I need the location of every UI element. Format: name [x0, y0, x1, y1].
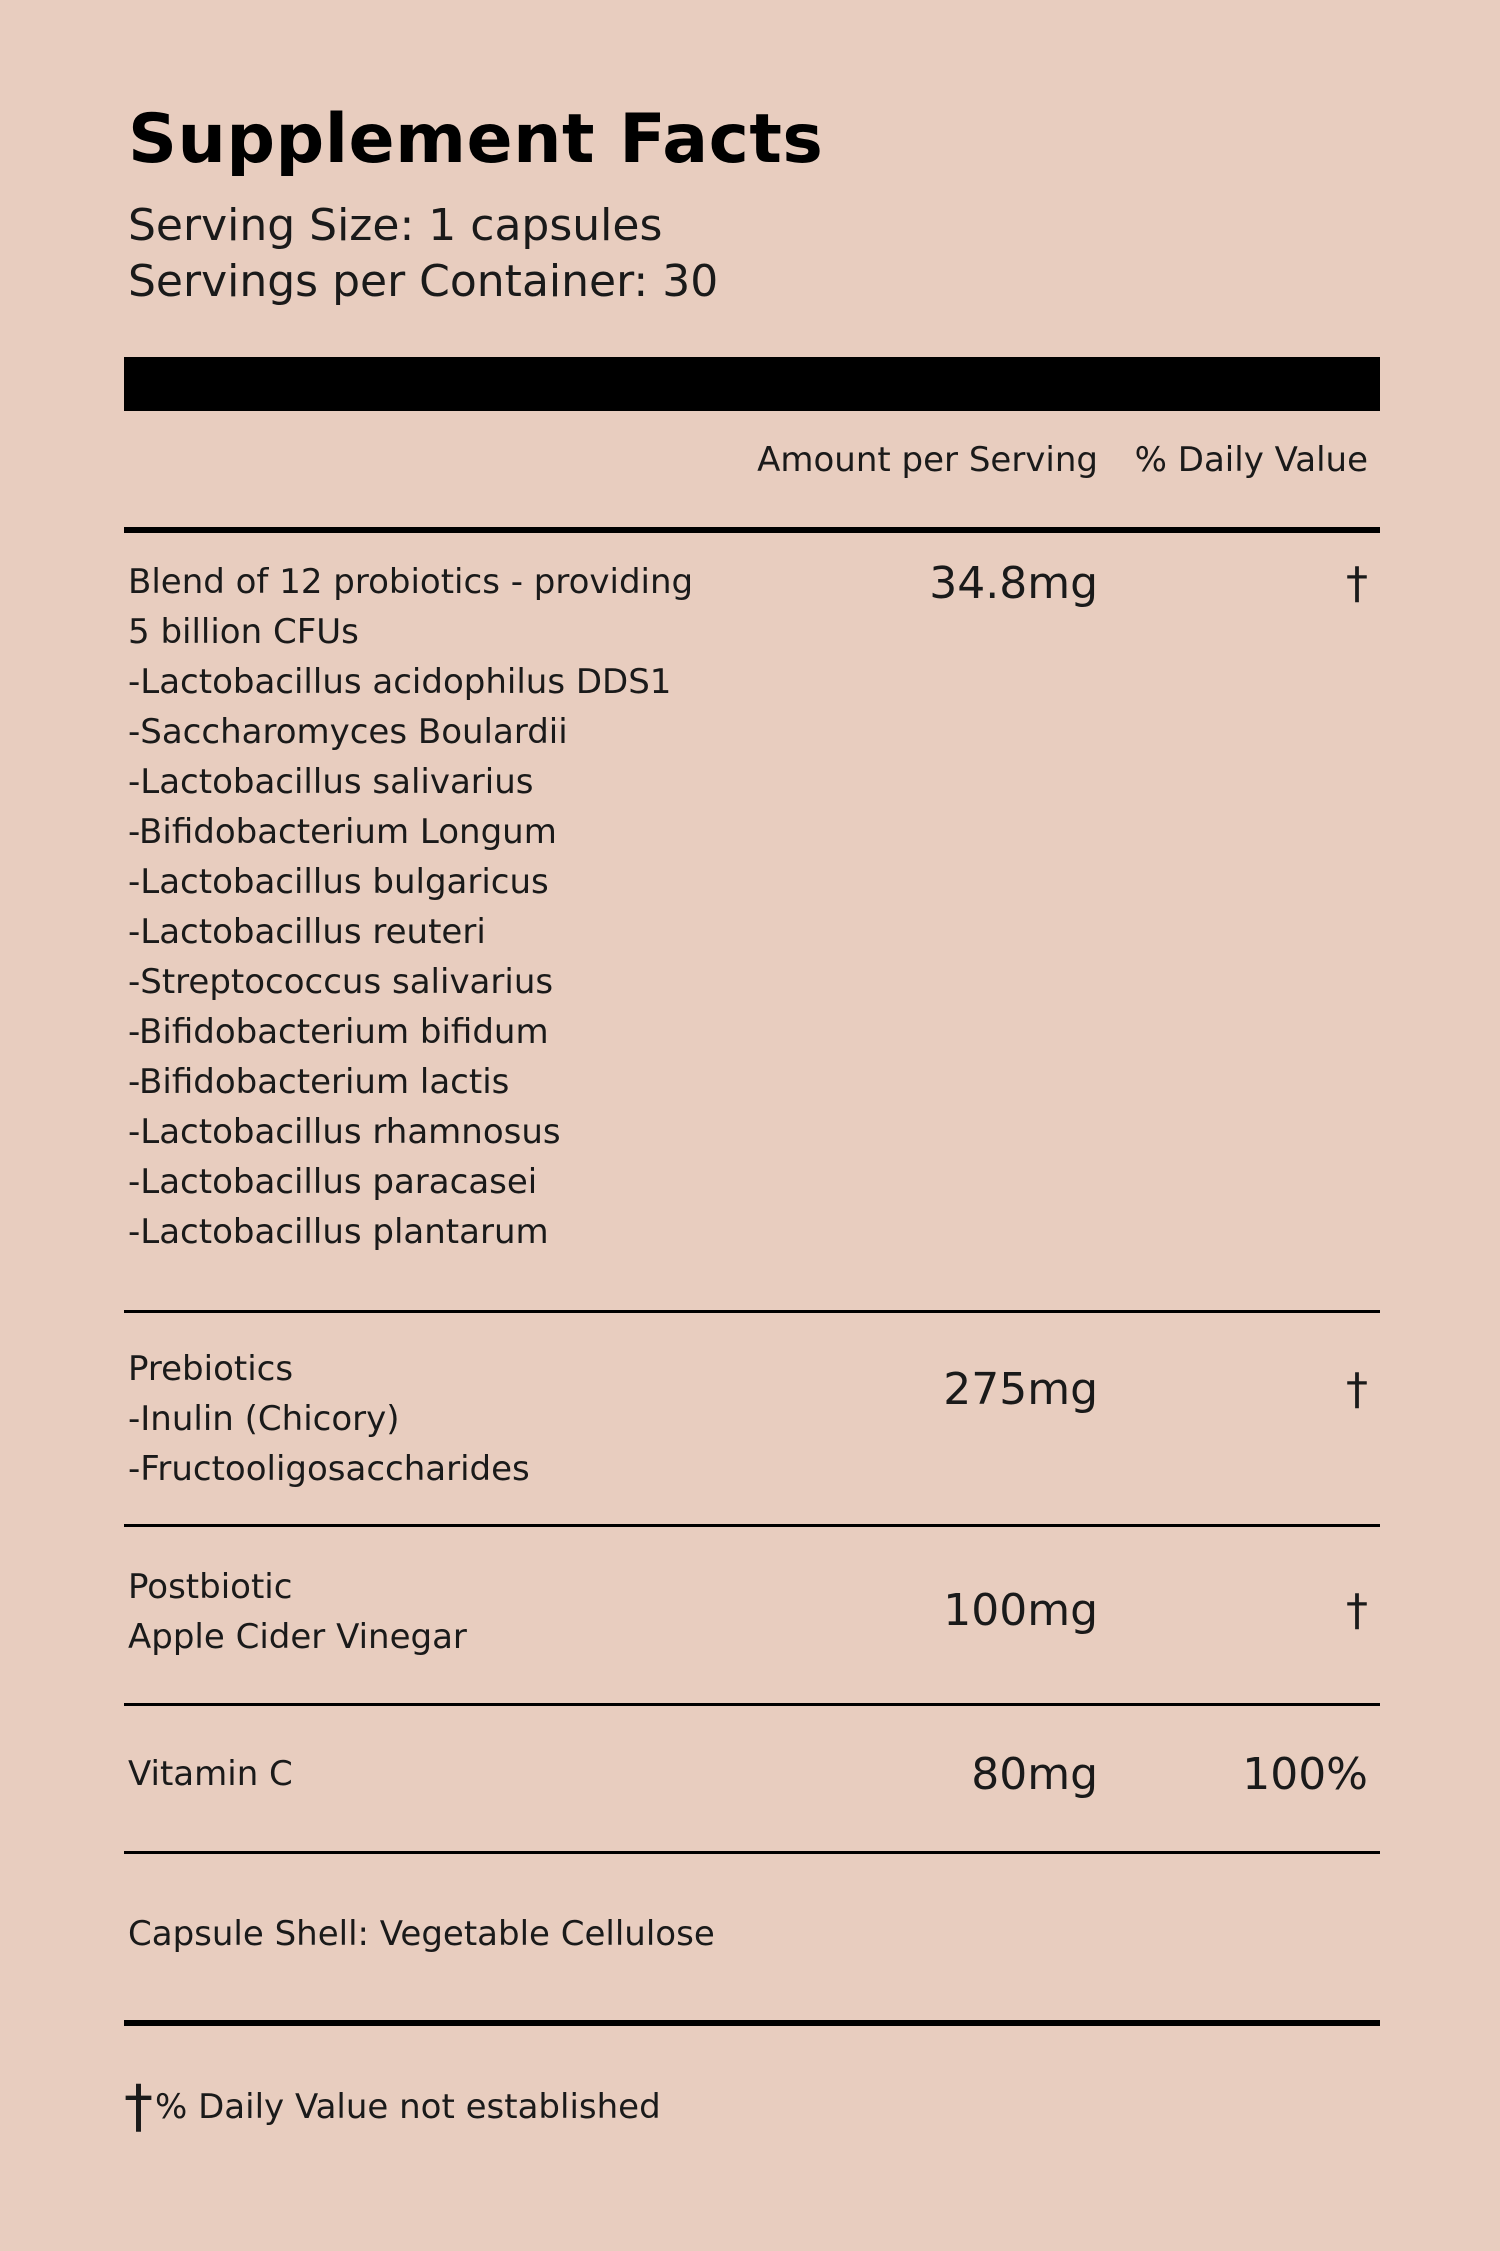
footnote-text: % Daily Value not established — [155, 2087, 661, 2127]
ingredient-line: -Lactobacillus bulgaricus — [128, 862, 549, 902]
amount-value: 80mg — [971, 1749, 1098, 1800]
daily-value: † — [1346, 1364, 1368, 1415]
ingredient-line: -Bifidobacterium lactis — [128, 1062, 510, 1102]
ingredient-line: -Lactobacillus salivarius — [128, 762, 534, 802]
ingredient-line: Postbiotic — [128, 1567, 293, 1607]
ingredient-postbiotic — [128, 1562, 467, 1662]
ingredient-line: -Bifidobacterium bifidum — [128, 1012, 549, 1052]
ingredient-line: -Lactobacillus paracasei — [128, 1162, 538, 1202]
divider — [124, 1310, 1380, 1313]
other-ingredients: Capsule Shell: Vegetable Cellulose — [128, 1914, 715, 1954]
ingredient-line: Vitamin C — [128, 1754, 293, 1794]
divider — [124, 2020, 1380, 2026]
daily-value: † — [1346, 1585, 1368, 1636]
ingredient-line: -Lactobacillus reuteri — [128, 912, 486, 952]
amount-value: 100mg — [943, 1585, 1098, 1636]
daily-value: † — [1346, 558, 1368, 609]
ingredient-line: -Inulin (Chicory) — [128, 1399, 400, 1439]
ingredient-line: 5 billion CFUs — [128, 612, 359, 652]
servings-per-container: Servings per Container: 30 — [128, 256, 719, 307]
ingredient-probiotic-blend — [128, 557, 693, 1257]
ingredient-line: Apple Cider Vinegar — [128, 1617, 467, 1657]
dagger-symbol: † — [124, 2072, 153, 2140]
ingredient-line: Blend of 12 probiotics - providing — [128, 562, 694, 602]
amount-value: 34.8mg — [929, 558, 1098, 609]
daily-value-column-header: % Daily Value — [1134, 440, 1368, 480]
divider — [124, 527, 1380, 533]
ingredient-line: -Lactobacillus rhamnosus — [128, 1112, 561, 1152]
header-bar — [124, 357, 1380, 411]
ingredient-line: -Fructooligosaccharides — [128, 1449, 530, 1489]
serving-size: Serving Size: 1 capsules — [128, 200, 663, 251]
amount-column-header: Amount per Serving — [757, 440, 1098, 480]
ingredient-prebiotics — [128, 1344, 530, 1494]
ingredient-line: -Bifidobacterium Longum — [128, 812, 557, 852]
ingredient-line: -Streptococcus salivarius — [128, 962, 554, 1002]
divider — [124, 1703, 1380, 1706]
ingredient-vitamin-c — [128, 1749, 293, 1799]
divider — [124, 1524, 1380, 1527]
ingredient-line: -Lactobacillus acidophilus DDS1 — [128, 662, 672, 702]
divider — [124, 1851, 1380, 1854]
page-title: Supplement Facts — [128, 100, 824, 179]
amount-value: 275mg — [943, 1364, 1098, 1415]
footnote — [124, 2072, 661, 2140]
ingredient-line: -Saccharomyces Boulardii — [128, 712, 568, 752]
daily-value: 100% — [1242, 1749, 1368, 1800]
ingredient-line: Prebiotics — [128, 1349, 294, 1389]
ingredient-line: -Lactobacillus plantarum — [128, 1212, 549, 1252]
